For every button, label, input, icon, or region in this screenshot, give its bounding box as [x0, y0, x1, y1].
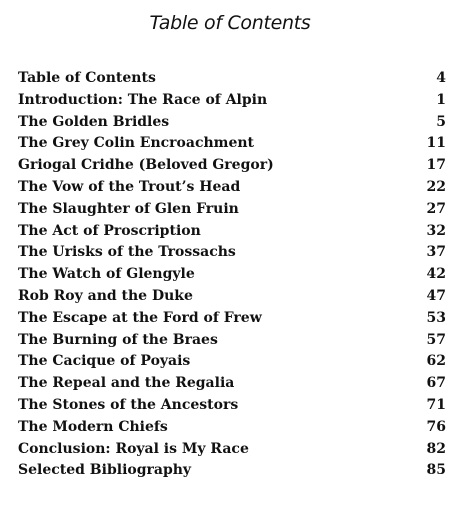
toc-entry[interactable]	[18, 417, 446, 439]
toc-entry[interactable]	[18, 68, 446, 90]
toc-entry[interactable]	[18, 373, 446, 395]
toc-entry[interactable]	[18, 112, 446, 134]
toc-entry-label: The Slaughter of Glen Fruin	[18, 200, 239, 217]
toc-entry-label: The Modern Chiefs	[18, 418, 168, 435]
toc-entry[interactable]	[18, 242, 446, 264]
toc-entry[interactable]	[18, 221, 446, 243]
toc-entry-page: 37	[426, 244, 446, 261]
toc-entry-label: Table of Contents	[18, 70, 156, 86]
toc-entry-label: Rob Roy and the Duke	[18, 287, 193, 304]
toc-entry-label: The Vow of the Trout’s Head	[18, 178, 241, 195]
toc-entry-page: 53	[426, 309, 446, 326]
toc-entry-page: 67	[426, 375, 446, 392]
toc-entry-page: 47	[426, 287, 446, 304]
toc-entry-label: The Cacique of Poyais	[18, 353, 191, 370]
toc-entry[interactable]	[18, 439, 446, 461]
toc-entry-label: The Act of Proscription	[18, 222, 201, 239]
toc-entry-label: Selected Bibliography	[18, 462, 192, 479]
toc-entry[interactable]	[18, 133, 446, 155]
toc-entry-page: 4	[436, 70, 446, 86]
toc-entry-label: The Escape at the Ford of Frew	[18, 309, 262, 326]
toc-entry-page: 27	[426, 200, 446, 217]
toc-entry-page: 76	[426, 418, 446, 435]
toc-entry[interactable]	[18, 199, 446, 221]
toc-entry-page: 42	[426, 266, 446, 283]
toc-entry-page: 85	[426, 462, 446, 479]
toc-entry-label: Conclusion: Royal is My Race	[18, 440, 249, 457]
toc-entry-page: 32	[426, 222, 446, 239]
toc-entry-label: Griogal Cridhe (Beloved Gregor)	[18, 157, 274, 174]
toc-entry-page: 5	[436, 113, 446, 130]
toc-entry-label: The Grey Colin Encroachment	[18, 135, 255, 152]
toc-entry-label: The Burning of the Braes	[18, 331, 218, 348]
toc-entry[interactable]	[18, 308, 446, 330]
toc-entry[interactable]	[18, 330, 446, 352]
toc-entry[interactable]	[18, 460, 446, 482]
toc-entry-page: 57	[426, 331, 446, 348]
toc-entry[interactable]	[18, 351, 446, 373]
toc-entry-page: 17	[426, 157, 446, 174]
toc-entry-label: The Stones of the Ancestors	[18, 396, 239, 413]
toc-entry-page: 11	[426, 135, 446, 152]
toc-entry-page: 62	[426, 353, 446, 370]
toc-entry[interactable]	[18, 155, 446, 177]
toc-entry-label: Introduction: The Race of Alpin	[18, 91, 268, 108]
toc-entry-page: 82	[426, 440, 446, 457]
toc-entry-label: The Repeal and the Regalia	[18, 375, 235, 392]
toc-entry[interactable]	[18, 177, 446, 199]
toc-entry-label: The Golden Bridles	[18, 113, 170, 130]
toc-entry-page: 22	[426, 178, 446, 195]
toc-entry-label: The Urisks of the Trossachs	[18, 244, 236, 261]
toc-entry[interactable]	[18, 264, 446, 286]
toc-entry[interactable]	[18, 286, 446, 308]
table-of-contents	[18, 68, 446, 482]
toc-entry[interactable]	[18, 395, 446, 417]
toc-entry-page: 71	[426, 396, 446, 413]
toc-entry[interactable]	[18, 90, 446, 112]
toc-entry-label: The Watch of Glengyle	[18, 266, 195, 283]
toc-entry-page: 1	[436, 91, 446, 108]
page-title: Table of Contents	[149, 12, 311, 34]
